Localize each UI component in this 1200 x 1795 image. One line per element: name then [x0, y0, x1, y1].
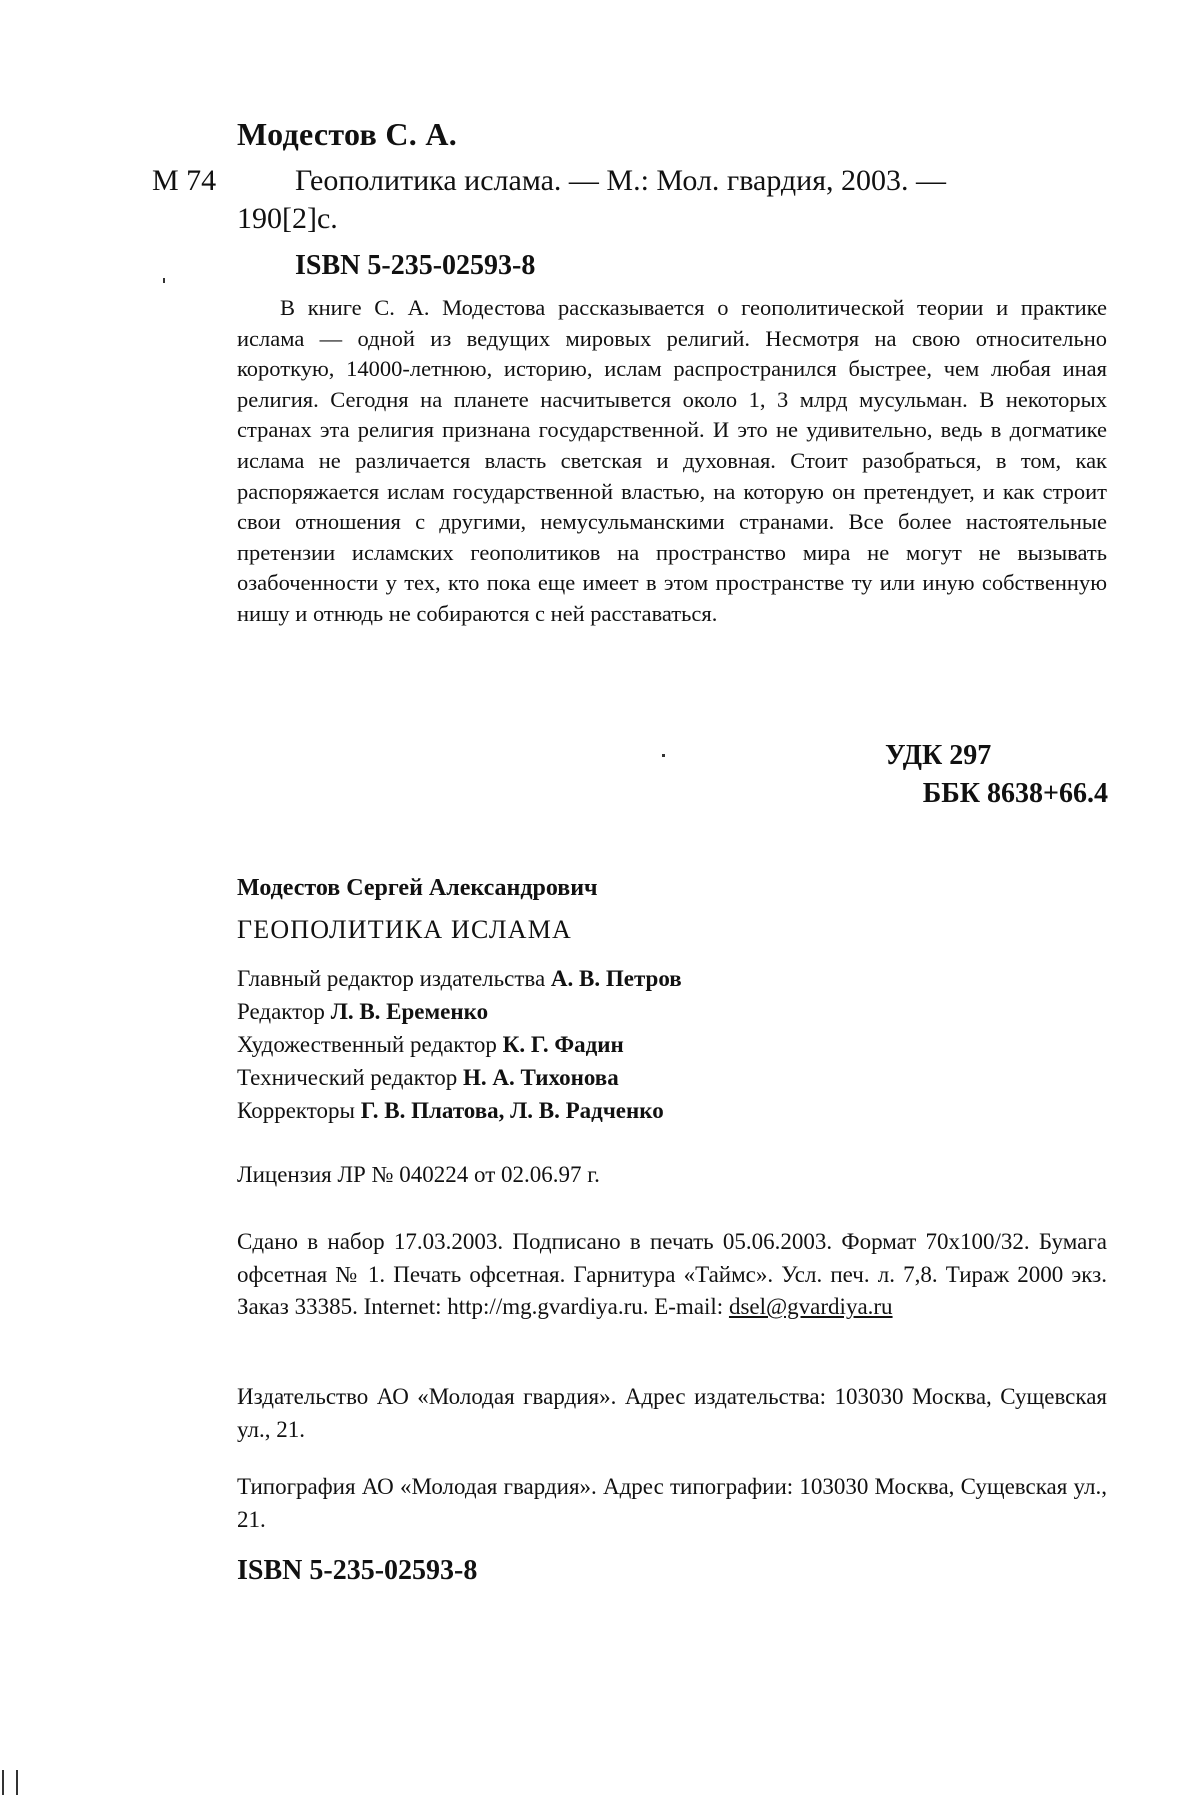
credit-role: Технический редактор	[237, 1065, 458, 1090]
scan-artifact-mark	[662, 754, 665, 757]
license-line: Лицензия ЛР № 040224 от 02.06.97 г.	[237, 1162, 600, 1187]
credit-role: Главный редактор издательства	[237, 966, 546, 991]
credit-art-editor	[237, 1028, 682, 1061]
credit-role: Корректоры	[237, 1098, 355, 1123]
credit-role: Редактор	[237, 999, 325, 1024]
printing-details	[237, 1226, 1107, 1324]
printing-details-text: Сдано в набор 17.03.2003. Подписано в печать 05.06.2003. Формат 70x100/32. Бумага офсетная № 1. Печать офсетная. Гарнитура «Таймс». Усл. печ. л. 7,8. Тираж 2000 экз. Заказ 33385. Internet: http://mg.gvardiya.ru. E-mail:	[237, 1229, 1107, 1319]
editorial-credits	[237, 962, 682, 1127]
credit-technical-editor	[237, 1061, 682, 1094]
call-number: М 74	[152, 164, 217, 197]
credit-editor	[237, 995, 682, 1028]
udk-code: УДК 297	[885, 740, 992, 771]
book-annotation: В книге С. А. Модестова рассказывается о геополитической теории и практике ислама — одной из ведущих мировых религий. Несмотря на свою относительно короткую, 14000-летнюю, историю, ислам распространился быстрее, чем любая иная религия. Сегодня на планете насчитывется около 1, 3 млрд мусульман. В некоторых странах эта религия признана государственной. И это не удивительно, ведь в догматике ислама не различается власть светская и духовная. Стоит разобраться, в том, как распоряжается ислам государственной властью, на которую он претендует, и как строит свои отношения с другими, немусульманскими странами. Все более настоятельные претензии исламских геополитиков на пространство мира не могут не вызывать озабоченности у тех, кто пока еще имеет в этом пространстве ту или иную собственную нишу и отнюдь не собираются с ней расставаться.	[237, 295, 1107, 626]
imprint-isbn: ISBN 5-235-02593-8	[237, 1555, 478, 1586]
publisher-address: Издательство АО «Молодая гвардия». Адрес издательства: 103030 Москва, Сущевская ул., 21.	[237, 1384, 1107, 1442]
credit-chief-editor	[237, 962, 682, 995]
catalog-author-heading: Модестов С. А.	[237, 116, 458, 152]
email-link[interactable]: dsel@gvardiya.ru	[728, 1294, 893, 1319]
bbk-code: ББК 8638+66.4	[922, 778, 1108, 809]
bibliographic-description-line-2: 190[2]с.	[237, 202, 338, 235]
scan-edge-mark	[16, 1770, 18, 1795]
catalog-isbn: ISBN 5-235-02593-8	[295, 250, 536, 281]
scan-artifact-mark	[163, 278, 165, 283]
credit-name: А. В. Петров	[550, 966, 682, 991]
credit-proofreaders	[237, 1094, 682, 1127]
credit-name: К. Г. Фадин	[502, 1032, 624, 1057]
printing-house-address: Типография АО «Молодая гвардия». Адрес типографии: 103030 Москва, Сущевская ул., 21.	[237, 1474, 1107, 1532]
credit-role: Художественный редактор	[237, 1032, 497, 1057]
imprint-book-title: ГЕОПОЛИТИКА ИСЛАМА	[237, 915, 573, 944]
credit-name: Г. В. Платова, Л. В. Радченко	[360, 1098, 664, 1123]
credit-name: Л. В. Еременко	[330, 999, 489, 1024]
imprint-author-full-name: Модестов Сергей Александрович	[237, 875, 598, 901]
scan-edge-mark	[2, 1770, 4, 1795]
bibliographic-description-line-1: Геополитика ислама. — М.: Мол. гвардия, 2003. —	[295, 164, 947, 197]
credit-name: Н. А. Тихонова	[462, 1065, 619, 1090]
